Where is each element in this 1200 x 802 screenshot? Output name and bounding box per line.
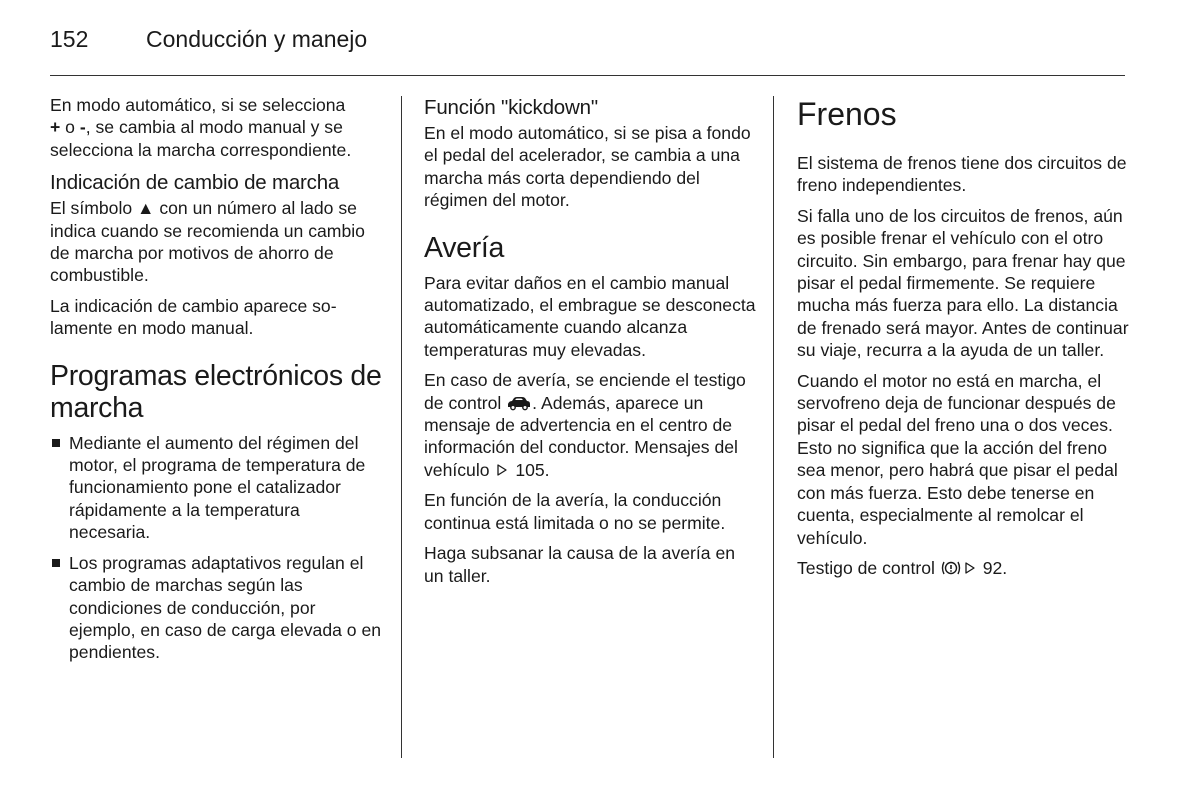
text: con un número al lado se indica cuando se recomienda un cambio de marcha por motivos de ahorro de combustible. [50, 198, 365, 286]
page-number: 152 [50, 26, 89, 52]
paragraph-fault-3: En función de la avería, la conducción continua está limitada o no se permite. [424, 490, 726, 533]
page-reference: 92 [982, 557, 1003, 578]
paragraph-shift-manual: La indicación de cambio aparece solamente en modo manual. [50, 295, 337, 339]
paragraph-manual-mode [50, 94, 382, 161]
page-header [50, 26, 367, 56]
paragraph-brakes-3: Cuando el motor no está en marcha, el servofreno deja de funcionar después de pisar el pedal del freno una o dos veces. Esto no significa que la acción del freno sea menor, pero habrá que pisar el pedal con más fuerza. Esto debe tenerse en cuenta, especialmente al remolcar el vehículo. [797, 370, 1118, 548]
plus-symbol: + [50, 117, 61, 138]
heading-fault: Avería [424, 231, 505, 264]
page-reference-arrow-icon [964, 561, 976, 575]
text: . [1002, 557, 1008, 578]
list-item [50, 432, 382, 544]
bullet-square-icon [52, 439, 60, 447]
program-list [50, 432, 382, 664]
heading-shift-indication: Indicación de cambio de marcha [50, 171, 340, 195]
car-warning-icon [506, 395, 532, 411]
column-2 [424, 94, 756, 595]
paragraph-fault-4: Haga subsanar la causa de la avería en un taller. [424, 543, 736, 586]
list-item [50, 552, 382, 664]
section-title: Conducción y manejo [146, 26, 368, 52]
brake-warning-icon [940, 559, 962, 577]
list-item-text: Los programas adaptativos regulan el cambio de marchas según las condiciones de conducción, por ejemplo, en caso de carga elevada o en pendientes. [69, 552, 382, 663]
text: El símbolo [50, 198, 138, 219]
paragraph-brakes-2: Si falla uno de los circuitos de frenos, aún es posible frenar el vehículo con el otro circuito. Sin embargo, para frenar hay que pisar el pedal firmemente. Se requiere mucha más fuerza para ello. La distancia de frenado será mayor. Antes de continuar su viaje, recurra a la ayuda de un taller. [797, 205, 1129, 361]
minus-symbol: - [79, 117, 86, 138]
paragraph-brakes-1: El sistema de frenos tiene dos circuitos de freno independientes. [797, 153, 1127, 196]
paragraph-shift-symbol [50, 197, 382, 287]
text: En caso de avería, se enciende el testigo de control [424, 370, 746, 413]
text: Testigo de control [797, 557, 940, 578]
bullet-square-icon [52, 559, 60, 567]
text: En modo automático, si se selecciona [50, 95, 346, 115]
text: . Además, aparece un mensaje de advertencia en el centro de información del conductor. Mensajes del vehículo [424, 392, 738, 480]
page-reference-arrow-icon [496, 463, 508, 477]
paragraph-fault-2 [424, 369, 756, 481]
heading-brakes: Frenos [797, 96, 897, 132]
text: . [544, 459, 550, 480]
header-rule [50, 75, 1125, 76]
column-divider-1 [401, 96, 402, 758]
up-triangle-symbol: ▲ [137, 198, 155, 219]
text: o [60, 117, 80, 138]
column-divider-2 [773, 96, 774, 758]
heading-electronic-programs: Programas electrónicos de marcha [50, 359, 382, 424]
column-3 [797, 94, 1129, 587]
paragraph-kickdown: En el modo automático, si se pisa a fondo el pedal del acelerador, se cambia a una marcha más corta dependiendo del régimen del motor. [424, 123, 751, 211]
heading-kickdown: Función "kickdown" [424, 96, 598, 119]
text: , se cambia al modo manual y se selecciona la marcha correspondiente. [50, 117, 352, 160]
list-item-text: Mediante el aumento del régimen del motor, el programa de temperatura de funcionamiento pone el catalizador rápidamente a la temperatura necesaria. [69, 432, 366, 543]
paragraph-brakes-4 [797, 557, 1129, 579]
paragraph-fault-1: Para evitar daños en el cambio manual automatizado, el embrague se desconecta automáticamente cuando alcanza temperaturas muy elevadas. [424, 272, 756, 360]
page-reference: 105 [515, 459, 545, 480]
column-1 [50, 94, 382, 672]
